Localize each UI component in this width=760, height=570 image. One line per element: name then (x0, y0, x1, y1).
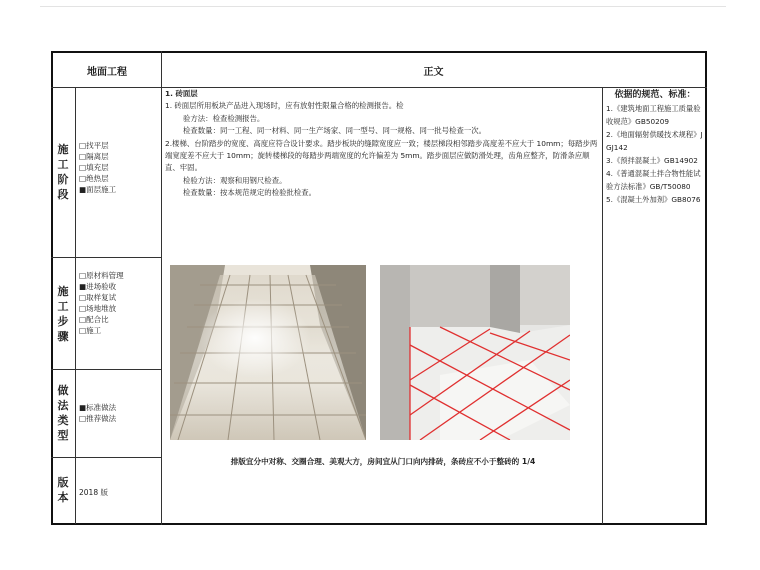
item1-quantity: 检查数量：同一工程、同一材料、同一生产场家、同一型号、同一规格、同一批号检查一次。 (183, 126, 487, 136)
method-option-standard: ■标准做法 (79, 403, 117, 412)
stage-option-isolation: □隔离层 (79, 152, 109, 161)
top-divider (40, 6, 726, 7)
method-version-divider (51, 457, 161, 458)
version-value: 2018 版 (79, 488, 108, 497)
stage-steps-divider (51, 257, 161, 258)
stage-option-insulation: □绝热层 (79, 174, 109, 183)
main-body-text (165, 88, 601, 200)
stage-options (79, 140, 116, 195)
steps-option-materials: □原材料管理 (79, 271, 124, 280)
corridor-tile-photo (170, 265, 366, 440)
standard-item: 3.《预拌混凝土》GB14902 (606, 156, 698, 165)
sidebar-main-divider (161, 51, 162, 525)
standards-list (606, 102, 706, 206)
standards-title: 依据的规范、标准： (614, 90, 696, 100)
tile-layout-photo (380, 265, 570, 440)
steps-option-mix: □配合比 (79, 315, 109, 324)
stage-label: 施 工 阶 段 (57, 143, 69, 201)
steps-method-divider (51, 369, 161, 370)
steps-option-stacking: □场地堆放 (79, 304, 117, 313)
item1-text: 1. 砖面层所用板块产品进入现场时，应有放射性限量合格的检测报告。检 (165, 101, 404, 111)
section-title: 1. 砖面层 (165, 89, 198, 98)
standard-item: 2.《地面辐射供暖技术规程》JGJ142 (606, 130, 703, 152)
stage-option-leveling: □找平层 (79, 141, 109, 150)
method-options (79, 402, 116, 424)
item1-method: 验方法：检查检测报告。 (183, 113, 265, 123)
steps-option-construction: □施工 (79, 326, 102, 335)
item2-method: 检验方法：观察和用钢尺检查。 (183, 175, 287, 185)
header-left-title: 地面工程 (87, 67, 127, 78)
header-main-title: 正文 (423, 67, 444, 78)
steps-option-sampling: □取样复试 (79, 293, 117, 302)
steps-label: 施 工 步 骤 (57, 285, 69, 343)
method-option-recommended: □推荐做法 (79, 414, 117, 423)
method-label: 做 法 类 型 (57, 384, 69, 442)
steps-options (79, 270, 124, 336)
version-label: 版 本 (57, 476, 69, 504)
label-column-divider (75, 87, 76, 524)
standard-item: 1.《建筑地面工程施工质量验收规范》GB50209 (606, 104, 701, 126)
item2-text: 2.楼梯、台阶踏步的宽度、高度应符合设计要求。踏步板块的缝隙宽度应一致；楼层梯段相邻踏步高度差不应大于 10mm；每踏步两端宽度差不应大于 10mm；旋转楼梯段的每踏步两端宽度的允许偏差为 5mm。踏步面层应做防滑处理，齿角应整齐，防滑条应顺直、牢固。 (165, 138, 598, 173)
standard-item: 4.《普通混凝土拌合物性能试验方法标准》GB/T50080 (606, 169, 701, 191)
main-standards-divider (602, 87, 603, 524)
standard-item: 5.《混凝土外加剂》GB8076 (606, 195, 701, 204)
stage-option-surface: ■面层施工 (79, 185, 117, 194)
item2-quantity: 检查数量：按本规范规定的检验批检查。 (183, 188, 317, 198)
stage-option-filling: □填充层 (79, 163, 109, 172)
layout-caption: 排版宜分中对称、交圈合理、美观大方，房间宜从门口向内排砖，条砖应不小于整砖的 1/4 (230, 457, 536, 466)
steps-option-acceptance: ■进场验收 (79, 282, 117, 291)
